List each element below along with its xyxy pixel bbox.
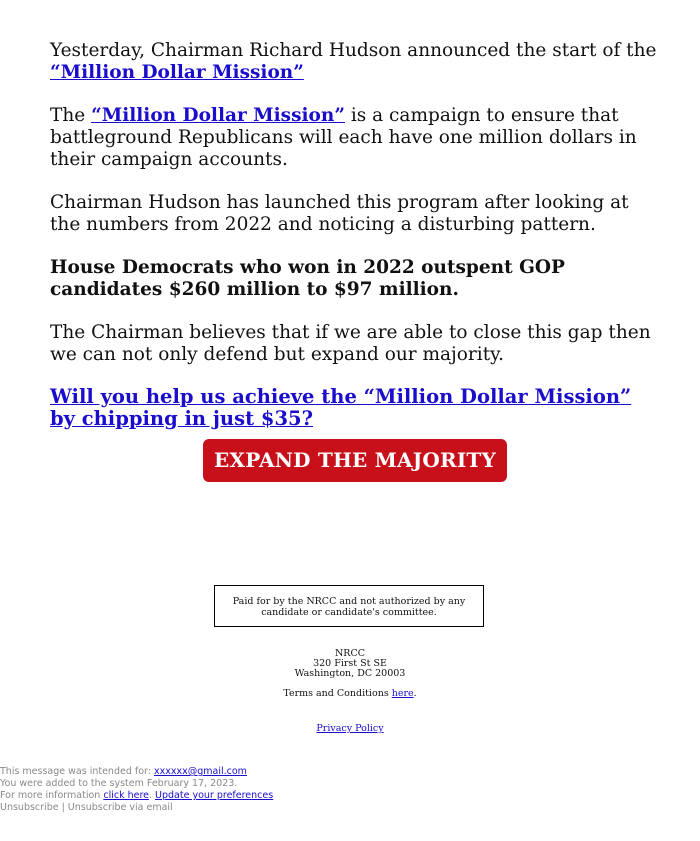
address-block [0, 649, 700, 679]
cta-container [50, 386, 660, 430]
privacy-policy-link[interactable]: Privacy Policy [316, 723, 384, 734]
intended-line [0, 766, 273, 778]
click-here-link[interactable]: click here [103, 790, 149, 801]
terms-line [0, 689, 700, 699]
spending-paragraph: House Democrats who won in 2022 outspent GOP candidates $260 million to $97 million. [50, 257, 565, 300]
donate-cta-link[interactable]: Will you help us achieve the “Million Dollar Mission” by chipping in just $35? [50, 385, 632, 430]
intro-text: Yesterday, Chairman Richard Hudson announced the start of the [50, 40, 657, 61]
button-wrapper [50, 439, 660, 482]
campaign-pre-text: The [50, 105, 92, 126]
added-line: You were added to the system February 17, 2023. [0, 778, 238, 789]
recipient-email-link[interactable]: xxxxxx@gmail.com [154, 766, 247, 777]
info-line [0, 790, 273, 802]
million-dollar-mission-link[interactable]: “Million Dollar Mission” [50, 62, 304, 83]
million-dollar-mission-link-2[interactable]: “Million Dollar Mission” [91, 105, 345, 126]
intro-paragraph [50, 40, 660, 84]
address-line-2: 320 First St SE [313, 658, 387, 669]
campaign-post-text: is a campaign to ensure that battleground Republicans will each have one million dollars in their campaign accounts. [50, 105, 637, 170]
unsubscribe-line[interactable]: Unsubscribe | Unsubscribe via email [0, 802, 173, 813]
chairman-paragraph: The Chairman believes that if we are able to close this gap then we can not only defend but expand our majority. [50, 322, 651, 365]
info-sep: . [149, 790, 156, 801]
terms-here-link[interactable]: here [391, 688, 414, 699]
terms-end: . [413, 688, 417, 699]
terms-text: Terms and Conditions [283, 688, 392, 699]
info-text: For more information [0, 790, 104, 801]
update-preferences-link[interactable]: Update your preferences [155, 790, 274, 801]
email-body [50, 40, 660, 482]
expand-majority-button[interactable]: EXPAND THE MAJORITY [203, 439, 507, 482]
address-line-1: NRCC [334, 648, 365, 659]
paid-for-disclaimer: Paid for by the NRCC and not authorized by any candidate or candidate's committee. [214, 585, 484, 627]
email-footer [0, 766, 273, 814]
hudson-paragraph: Chairman Hudson has launched this program after looking at the numbers from 2022 and noticing a disturbing pattern. [50, 192, 629, 235]
campaign-paragraph [50, 105, 660, 171]
address-line-3: Washington, DC 20003 [294, 668, 406, 679]
intended-text: This message was intended for: [0, 766, 154, 777]
privacy-line [0, 724, 700, 734]
